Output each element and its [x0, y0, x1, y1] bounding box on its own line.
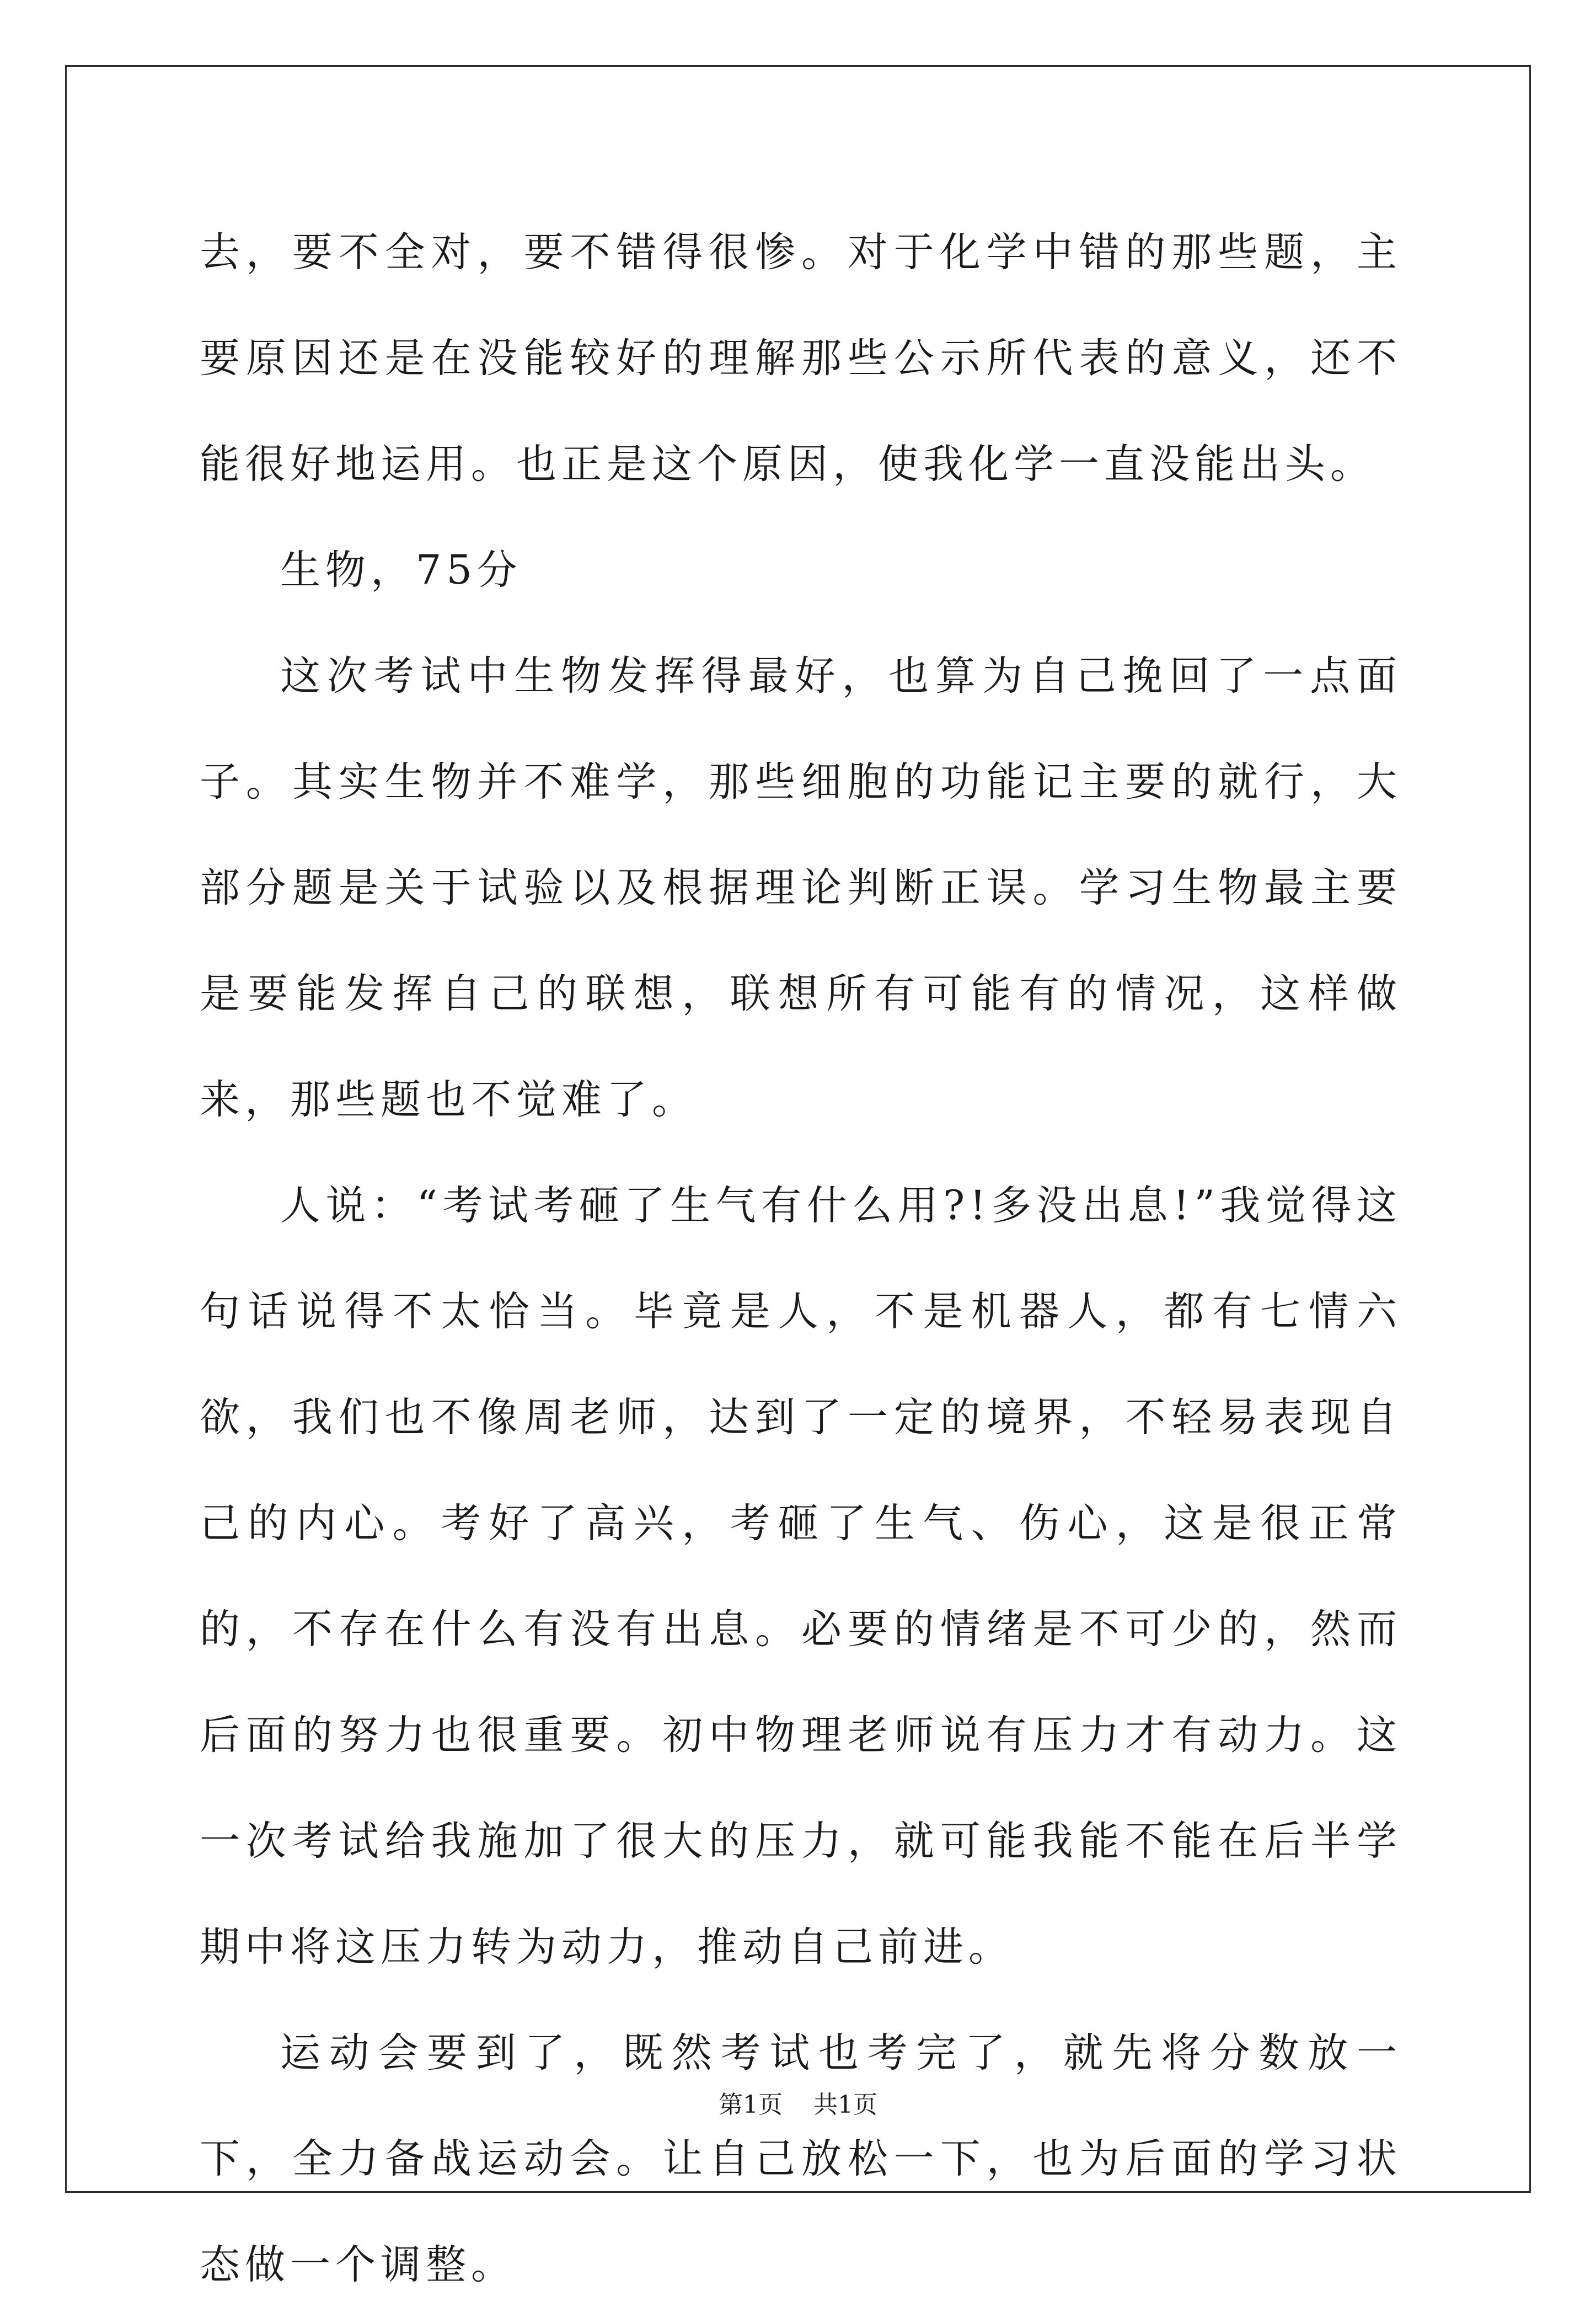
paragraph-sports-meet: 运动会要到了，既然考试也考完了，就先将分数放一下，全力备战运动会。让自己放松一下，也为后面的学习状态做一个调整。	[200, 2029, 1402, 2288]
page-footer	[0, 2089, 1596, 2122]
paragraph-reflection: 人说：“考试考砸了生气有什么用?!多没出息!”我觉得这句话说得不太恰当。毕竟是人，不是机器人，都有七情六欲，我们也不像周老师，达到了一定的境界，不轻易表现自己的内心。考好了高兴，考砸了生气、伤心，这是很正常的，不存在什么有没有出息。必要的情绪是不可少的，然而后面的努力也很重要。初中物理老师说有压力才有动力。这一次考试给我施加了很大的压力，就可能我能不能在后半学期中将这压力转为动力，推动自己前进。	[200, 1182, 1402, 1970]
paragraph-biology-detail: 这次考试中生物发挥得最好，也算为自己挽回了一点面子。其实生物并不难学，那些细胞的功能记主要的就行，大部分题是关于试验以及根据理论判断正误。学习生物最主要是要能发挥自己的联想，联想所有可能有的情况，这样做来，那些题也不觉难了。	[200, 653, 1402, 1123]
paragraph-biology-score: 生物，75分	[280, 547, 522, 594]
page-number: 第1页	[719, 2091, 783, 2119]
page-total: 共1页	[813, 2091, 877, 2119]
document-body	[200, 200, 1402, 2318]
paragraph-chemistry-conclusion: 去，要不全对，要不错得很惨。对于化学中错的那些题，主要原因还是在没能较好的理解那些公示所代表的意义，还不能很好地运用。也正是这个原因，使我化学一直没能出头。	[200, 229, 1402, 488]
